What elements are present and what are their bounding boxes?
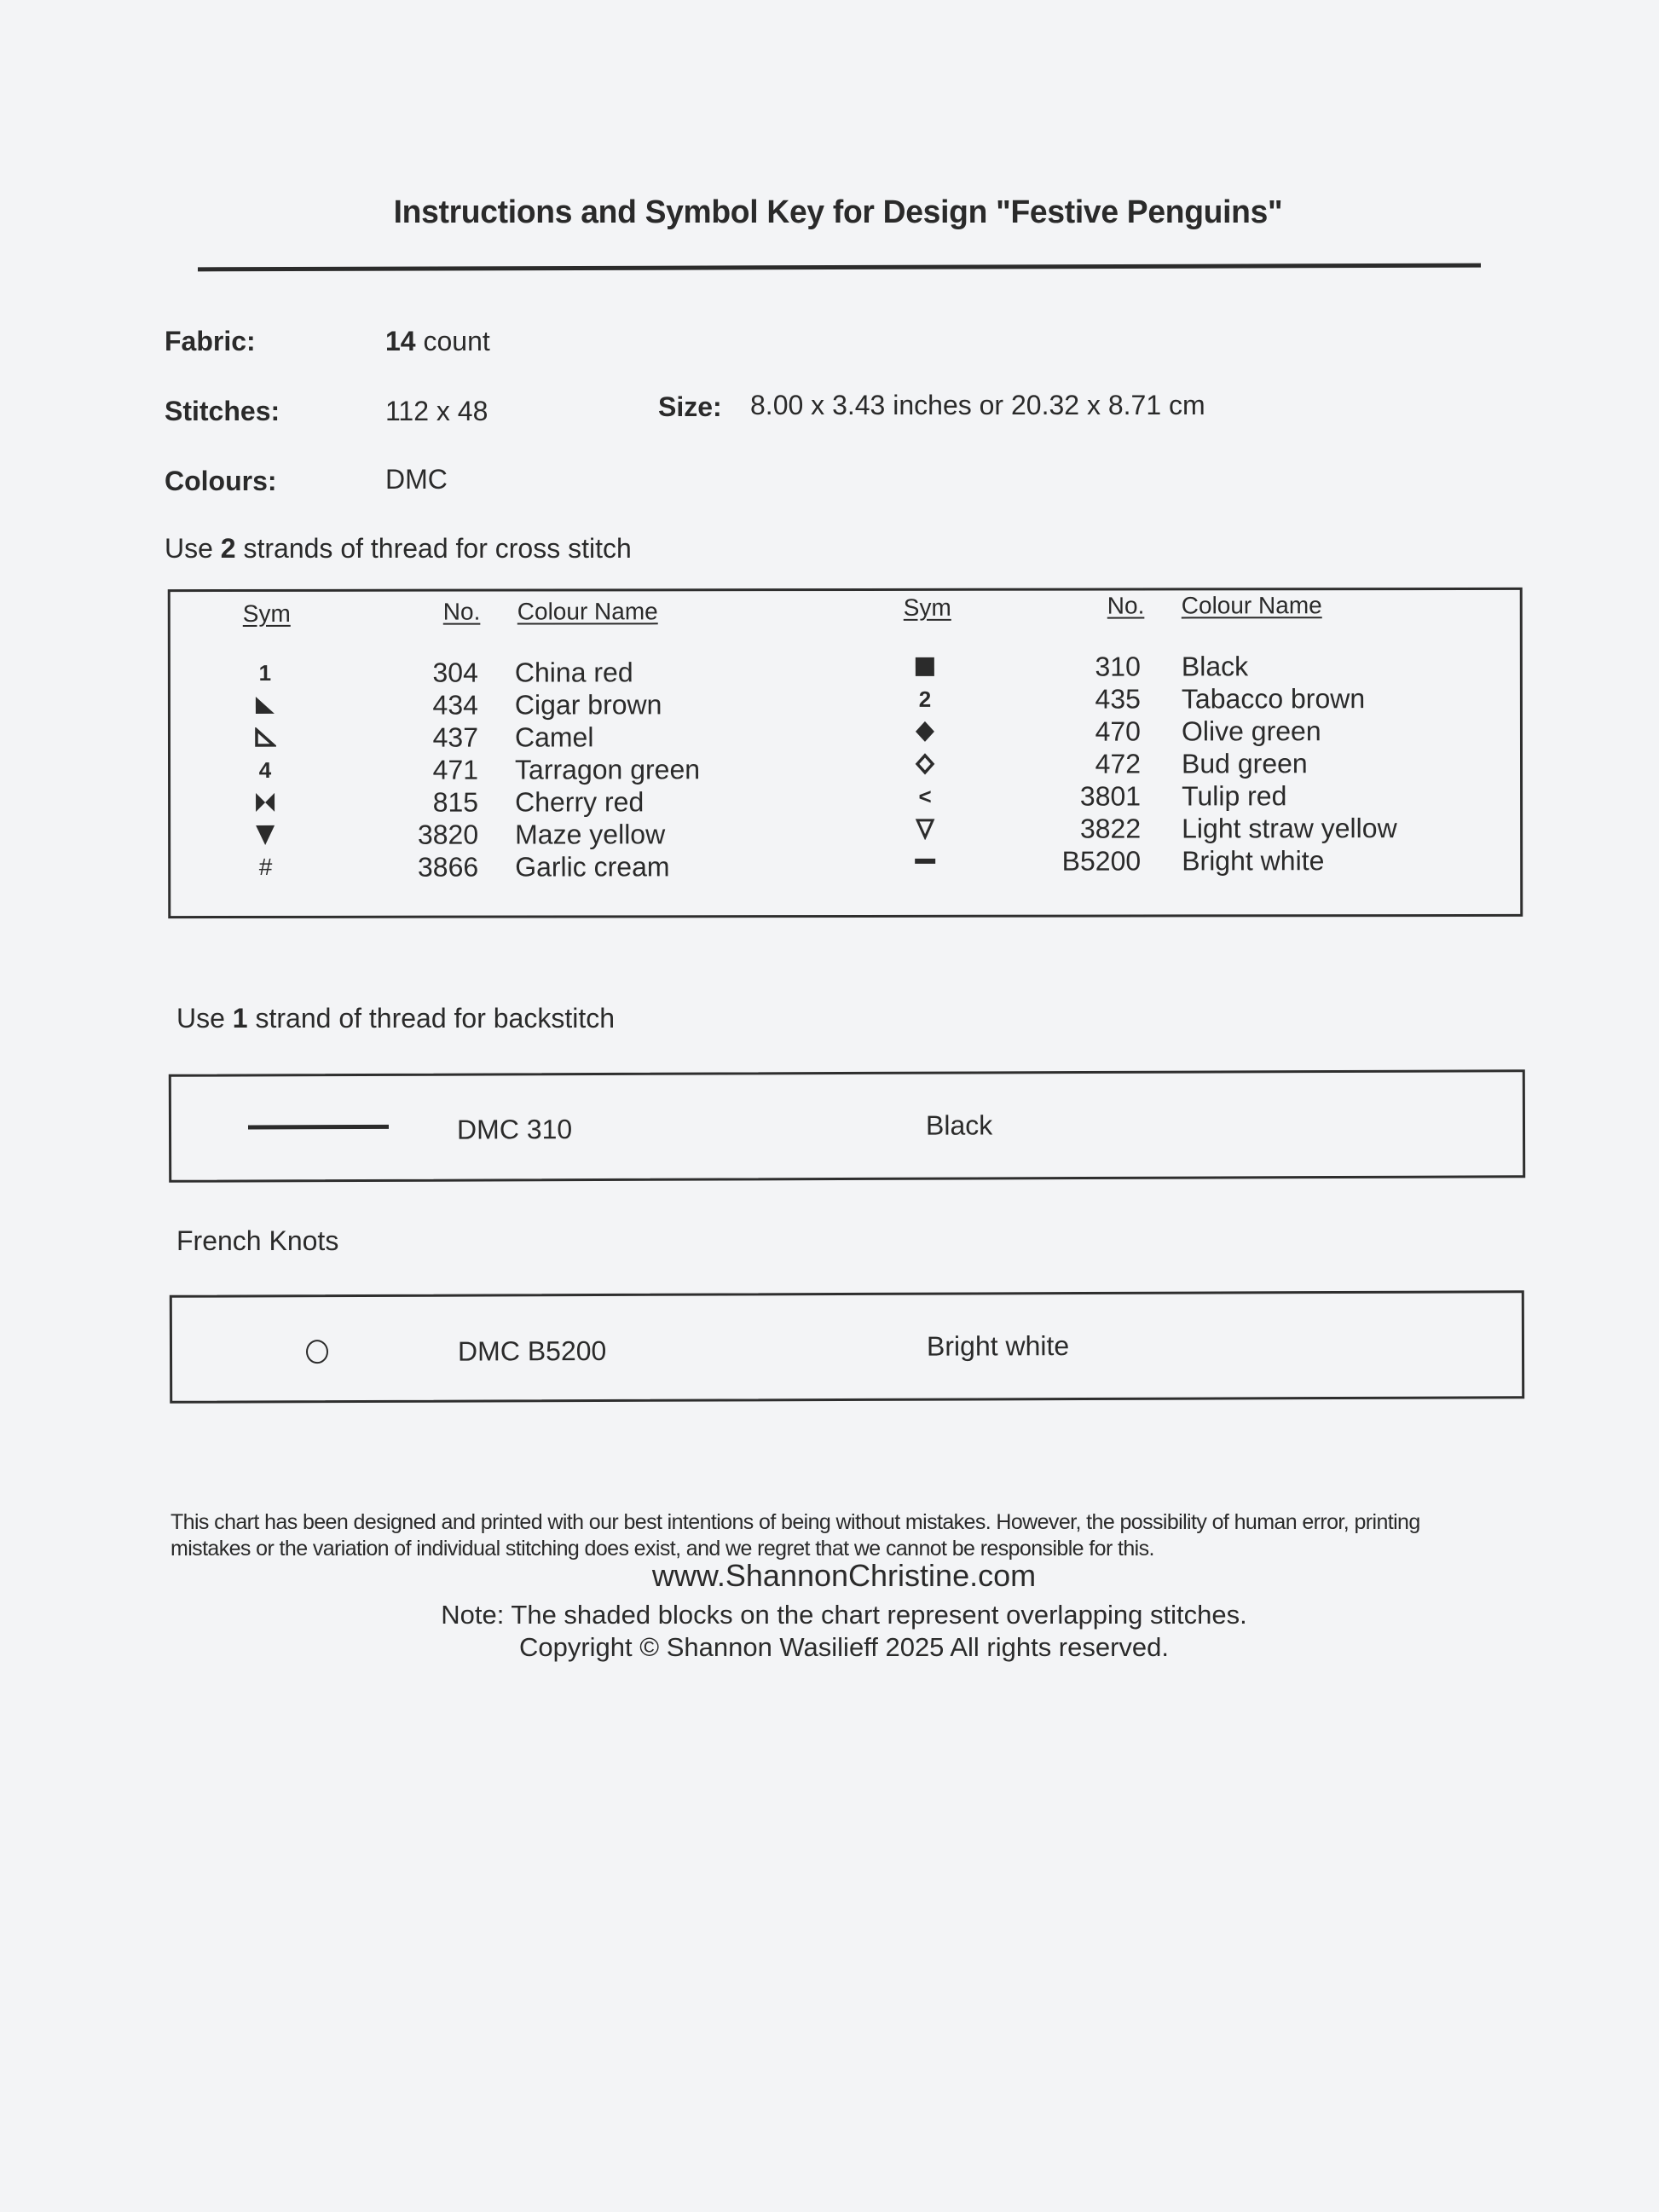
filled-square-icon [908, 651, 942, 683]
header-sym-left: Sym [242, 599, 291, 627]
dmc-number: 815 [432, 786, 479, 818]
website-link[interactable]: www.ShannonChristine.com [651, 1558, 1037, 1593]
dmc-number: 3801 [1079, 780, 1142, 812]
french-knots-key [170, 1290, 1524, 1404]
fabric-unit: count [415, 326, 490, 356]
outlined-diamond-icon [908, 748, 942, 780]
colour-name: Maze yellow [515, 819, 666, 850]
strand-count: 2 [220, 533, 236, 564]
symbol-text: 4 [258, 756, 272, 783]
title-divider [198, 263, 1481, 272]
backstitch-instruction [176, 1003, 615, 1034]
french-knot-colour-name: Bright white [926, 1330, 1070, 1362]
dmc-number: 471 [432, 754, 479, 785]
less-than-icon [908, 780, 942, 813]
colour-name: Bud green [1181, 748, 1308, 779]
copyright-text: Copyright © Shannon Wasilieff 2025 All rights reserved. [518, 1632, 1170, 1662]
dmc-number: 310 [1095, 651, 1141, 682]
colour-name: Black [1181, 651, 1249, 682]
dmc-number: 434 [432, 689, 478, 721]
dmc-number: 304 [432, 657, 478, 688]
colours-value: DMC [385, 464, 448, 495]
fabric-label: Fabric: [165, 326, 256, 356]
backstitch-colour-name: Black [925, 1109, 993, 1141]
size-label: Size: [658, 391, 722, 422]
fabric-value [385, 326, 490, 357]
colour-name: Tarragon green [515, 754, 701, 785]
dmc-number: 470 [1095, 715, 1141, 747]
fabric-count: 14 [385, 326, 416, 356]
instruction-suffix: strands of thread for cross stitch [235, 533, 632, 564]
stitches-value: 112 x 48 [385, 396, 488, 426]
header-no-right: No. [1107, 592, 1145, 619]
disclaimer-text: This chart has been designed and printed with our best intentions of being without mistakes. However, the possibility of human error, printing mistakes or the variation of individual stitching does exist, and we regret that we cannot be responsible for this. [171, 1510, 1420, 1561]
colour-name: Garlic cream [515, 851, 670, 883]
filled-right-triangle-icon [248, 689, 282, 721]
instruction-prefix: Use [176, 1003, 233, 1034]
symbol-text: 1 [258, 659, 272, 686]
symbol-text: # [258, 853, 272, 880]
strand-count: 1 [232, 1003, 248, 1034]
filled-down-triangle-icon [248, 819, 282, 851]
dmc-number: 437 [432, 721, 478, 753]
symbol-text: 2 [918, 686, 932, 712]
header-colour-name-right: Colour Name [1181, 592, 1322, 619]
overlap-note: Note: The shaded blocks on the chart represent overlapping stitches. [441, 1600, 1247, 1630]
open-circle-icon [306, 1340, 328, 1364]
colours-label: Colours: [165, 466, 277, 496]
dmc-number: B5200 [1061, 845, 1142, 877]
colour-name: Light straw yellow [1182, 813, 1397, 844]
dash-icon [908, 845, 942, 877]
french-knot-thread: DMC B5200 [457, 1335, 607, 1367]
dmc-number: 472 [1095, 748, 1142, 779]
colour-name: China red [514, 657, 633, 688]
colour-name: Olive green [1181, 715, 1321, 747]
dmc-number: 3820 [417, 819, 479, 850]
colour-name: Bright white [1182, 845, 1325, 877]
colour-name: Cherry red [515, 786, 645, 818]
backstitch-key [169, 1069, 1525, 1183]
dmc-number: 3822 [1079, 813, 1142, 844]
digit-2-icon [908, 683, 942, 715]
header-colour-name-left: Colour Name [517, 598, 658, 625]
header-sym-right: Sym [903, 594, 951, 621]
french-knots-heading: French Knots [176, 1225, 339, 1256]
instruction-prefix: Use [165, 533, 221, 564]
symbol-text: < [918, 783, 932, 809]
colour-name: Camel [514, 721, 594, 753]
outlined-right-triangle-icon [248, 721, 282, 754]
backstitch-line-icon [248, 1125, 389, 1130]
header-no-left: No. [442, 598, 481, 625]
outlined-down-triangle-icon [908, 813, 942, 845]
symbol-key-table [168, 588, 1523, 918]
dmc-number: 435 [1095, 683, 1141, 715]
backstitch-thread: DMC 310 [456, 1114, 573, 1145]
instruction-suffix: strand of thread for backstitch [247, 1003, 616, 1034]
colour-name: Tabacco brown [1181, 683, 1366, 715]
digit-1-icon [248, 657, 282, 689]
filled-diamond-icon [908, 715, 942, 748]
bowtie-icon [248, 786, 282, 819]
document-title: Instructions and Symbol Key for Design "Festive Penguins" [393, 194, 1283, 230]
cross-stitch-instruction [165, 533, 632, 565]
colour-name: Tulip red [1182, 780, 1287, 812]
size-value: 8.00 x 3.43 inches or 20.32 x 8.71 cm [750, 390, 1205, 420]
stitches-label: Stitches: [165, 396, 280, 426]
hash-icon [248, 851, 282, 883]
dmc-number: 3866 [417, 851, 479, 883]
digit-4-icon [248, 754, 282, 786]
colour-name: Cigar brown [514, 689, 662, 721]
